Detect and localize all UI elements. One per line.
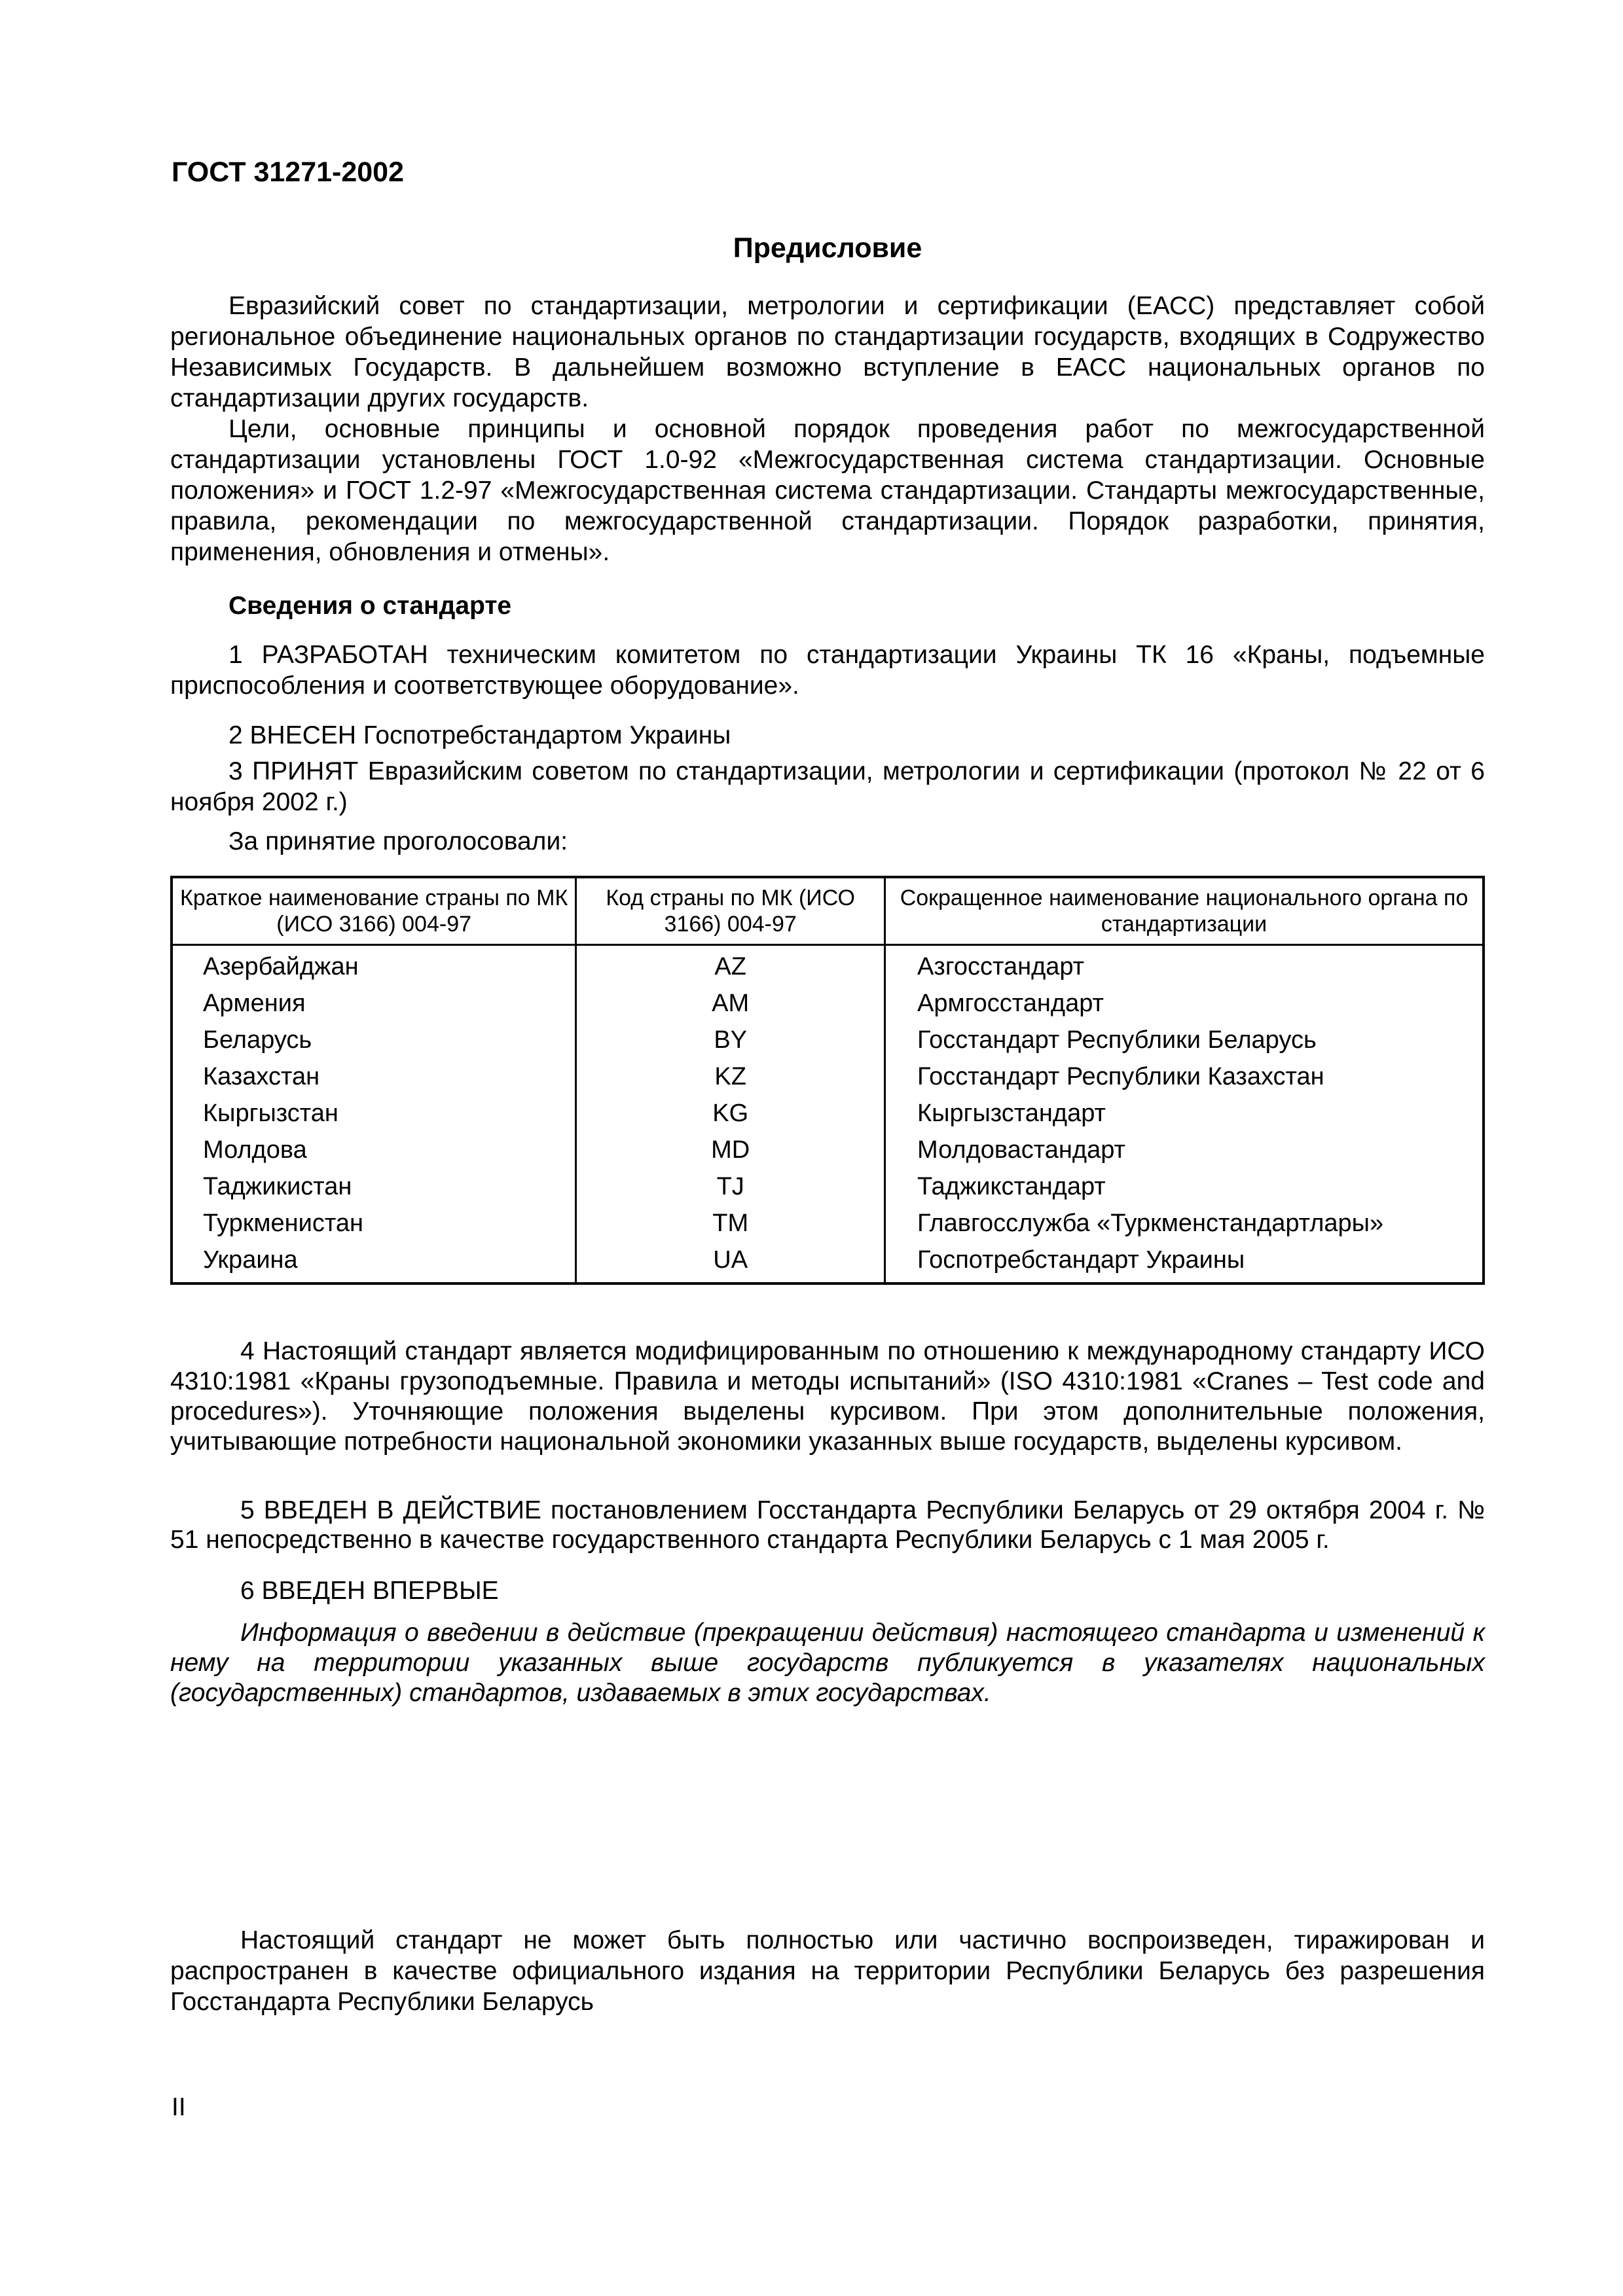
country-name: Украина [172, 1242, 576, 1283]
standard-info-italic-note: Информация о введении в действие (прекращении действия) настоящего стандарта и изменений к нему на территории указанных выше государств публикуется в указателях национальных (государственных) стандартов, издаваемых в этих государствах. [170, 1619, 1485, 1707]
country-code: AM [576, 985, 885, 1022]
country-code: KZ [576, 1058, 885, 1095]
document-code-header: ГОСТ 31271-2002 [172, 156, 405, 188]
reproduction-notice: Настоящий стандарт не может быть полностью или частично воспроизведен, тиражирован и распространен в качестве официального издания на территории Республики Беларусь без разрешения Госстандарта Республики Беларусь [170, 1926, 1485, 2016]
standards-body: Армгосстандарт [885, 985, 1484, 1022]
standards-body: Госстандарт Республики Беларусь [885, 1022, 1484, 1058]
standard-info-item-3: 3 ПРИНЯТ Евразийским советом по стандартизации, метрологии и сертификации (протокол № 22 от 6 ноября 2002 г.) [170, 757, 1485, 816]
table-row [172, 1132, 1484, 1168]
country-name: Казахстан [172, 1058, 576, 1095]
foreword-paragraph-2: Цели, основные принципы и основной порядок проведения работ по межгосударственной стандартизации установлены ГОСТ 1.0-92 «Межгосударственная система стандартизации. Основные положения» и ГОСТ 1.2-97 «Межгосударственная система стандартизации. Стандарты межгосударственные, правила, рекомендации по межгосударственной стандартизации. Порядок разработки, принятия, применения, обновления и отмены». [170, 415, 1485, 566]
table-row [172, 1168, 1484, 1205]
table-row [172, 1058, 1484, 1095]
country-name: Беларусь [172, 1022, 576, 1058]
foreword-title: Предисловие [733, 232, 922, 264]
standards-body: Кыргызстандарт [885, 1095, 1484, 1132]
standards-body: Азгосстандарт [885, 945, 1484, 986]
standards-body: Главгосслужба «Туркменстандартлары» [885, 1205, 1484, 1242]
standards-body: Таджикстандарт [885, 1168, 1484, 1205]
country-code: TJ [576, 1168, 885, 1205]
table-row [172, 1022, 1484, 1058]
country-name: Таджикистан [172, 1168, 576, 1205]
country-code: MD [576, 1132, 885, 1168]
standards-body: Госстандарт Республики Казахстан [885, 1058, 1484, 1095]
country-code: AZ [576, 945, 885, 986]
table-row [172, 1095, 1484, 1132]
table-row [172, 945, 1484, 986]
foreword-paragraph-1: Евразийский совет по стандартизации, метрологии и сертификации (ЕАСС) представляет собой региональное объединение национальных органов по стандартизации государств, входящих в Содружество Независимых Государств. В дальнейшем возможно вступление в ЕАСС национальных органов по стандартизации других государств. [170, 292, 1485, 412]
country-name: Туркменистан [172, 1205, 576, 1242]
country-name: Азербайджан [172, 945, 576, 986]
header-standards-body: Сокращенное наименование национального органа по стандартизации [885, 877, 1484, 945]
standard-info-item-6: 6 ВВЕДЕН ВПЕРВЫЕ [240, 1577, 499, 1605]
country-name: Армения [172, 985, 576, 1022]
standard-info-item-1: 1 РАЗРАБОТАН техническим комитетом по стандартизации Украины ТК 16 «Краны, подъемные приспособления и соответствующее оборудование». [170, 641, 1485, 700]
table-row [172, 1242, 1484, 1283]
country-code: KG [576, 1095, 885, 1132]
votes-table [170, 876, 1485, 1285]
votes-label: За принятие проголосовали: [228, 827, 568, 855]
table-header-row [172, 877, 1484, 945]
header-country-name: Краткое наименование страны по МК (ИСО 3166) 004-97 [172, 877, 576, 945]
header-country-code: Код страны по МК (ИСО 3166) 004-97 [576, 877, 885, 945]
country-name: Кыргызстан [172, 1095, 576, 1132]
standard-info-item-2: 2 ВНЕСЕН Госпотребстандартом Украины [228, 721, 731, 749]
table-row [172, 1205, 1484, 1242]
country-code: BY [576, 1022, 885, 1058]
standards-body: Госпотребстандарт Украины [885, 1242, 1484, 1283]
standard-info-title: Сведения о стандарте [228, 592, 512, 620]
page-number: II [172, 2093, 186, 2121]
standard-info-item-5: 5 ВВЕДЕН В ДЕЙСТВИЕ постановлением Госстандарта Республики Беларусь от 29 октября 2004 г. № 51 непосредственно в качестве государственного стандарта Республики Беларусь с 1 мая 2005 г. [170, 1496, 1485, 1554]
country-code: TM [576, 1205, 885, 1242]
standards-body: Молдовастандарт [885, 1132, 1484, 1168]
country-name: Молдова [172, 1132, 576, 1168]
standard-info-item-4: 4 Настоящий стандарт является модифицированным по отношению к международному стандарту ИСО 4310:1981 «Краны грузоподъемные. Правила и методы испытаний» (ISO 4310:1981 «Cranes – Test code and procedures»). Уточняющие положения выделены курсивом. При этом дополнительные положения, учитывающие потребности национальной экономики указанных выше государств, выделены курсивом. [170, 1337, 1485, 1456]
country-code: UA [576, 1242, 885, 1283]
table-row [172, 985, 1484, 1022]
